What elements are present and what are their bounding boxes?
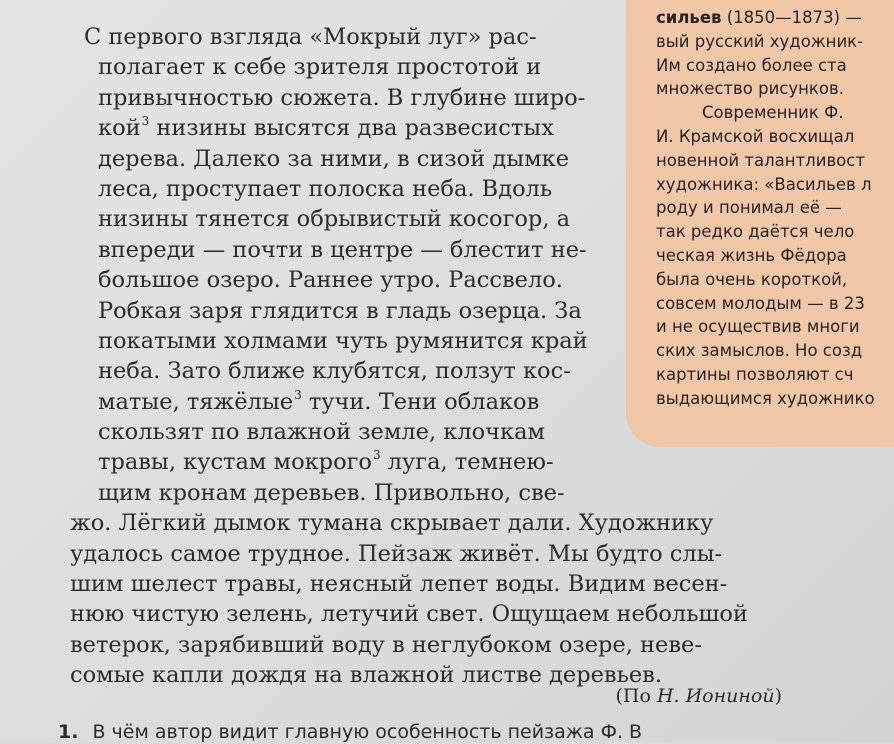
text-line: леса, проступает полоска неба. Вдоль	[98, 175, 553, 202]
footnote-marker: 3	[294, 387, 302, 402]
sidebar-line: была очень короткой,	[656, 269, 848, 289]
sidebar-line: Им создано более ста	[656, 55, 847, 75]
text-line: дерева. Далеко за ними, в сизой дымке	[98, 145, 570, 172]
sidebar-line: картины позволяют сч	[656, 364, 854, 384]
text-line: травы, кустам мокрого$^3$ луга, темнею-	[98, 448, 554, 476]
artist-name: сильев	[656, 8, 722, 27]
text-line: ветерок, зарябивший воду в неглубоком озере, неве-	[70, 631, 702, 658]
text-line: жо. Лёгкий дымок тумана скрывает дали. Художнику	[70, 510, 714, 537]
footnote-marker: 3	[372, 448, 381, 463]
sidebar-line: Современник Ф.	[702, 103, 844, 123]
text-line: сомые капли дождя на влажной листве деревьев.	[70, 662, 662, 689]
text-line: шим шелест травы, неясный лепет воды. Видим весен-	[70, 571, 728, 598]
text-line: С первого взгляда «Мокрый луг» рас-	[84, 24, 537, 50]
sidebar-line: совсем молодым — в 23	[656, 293, 865, 313]
sidebar-line: выдающимся художнико	[656, 388, 875, 408]
sidebar-line: множество рисунков.	[656, 79, 844, 99]
footnote-marker: 3	[141, 114, 150, 129]
sidebar-line: ческая жизнь Фёдора	[656, 245, 847, 265]
text-line: привычностью сюжета. В глубине широ-	[98, 84, 586, 111]
sidebar-line: И. Крамской восхищал	[656, 126, 855, 146]
sidebar-line: так редко даётся чело	[656, 222, 855, 242]
text-line: матые, тяжёлые$^3$ тучи. Тени облаков	[98, 387, 540, 415]
text-line: низины тянется обрывистый косогор, а	[98, 206, 571, 233]
text-line: щим кронам деревьев. Привольно, све-	[98, 479, 565, 506]
sidebar-line: художника: «Васильев л	[656, 174, 872, 194]
text-line: кой$^3$ низины высятся два развесистых	[98, 114, 554, 142]
text-line: неба. Зато ближе клубятся, ползут кос-	[98, 358, 571, 385]
sidebar-line: ских замыслов. Но созд	[656, 341, 863, 361]
sidebar-line: вый русский художник-	[656, 31, 864, 51]
sidebar-line: и не осуществив многи	[656, 317, 860, 337]
text-line: покатыми холмами чуть румянится край	[98, 327, 588, 354]
question-text: В чём автор видит главную особенность пейзажа Ф. В	[92, 721, 643, 743]
question-number: 1.	[58, 721, 79, 743]
text-line: впереди — почти в центре — блестит не-	[98, 236, 587, 263]
text-line: большое озеро. Раннее утро. Рассвело.	[98, 267, 563, 294]
source-attribution: (По Н. Иониной)	[615, 685, 782, 707]
main-paragraph	[58, 22, 798, 691]
text-line: нюю чистую зелень, летучий свет. Ощущаем небольшой	[70, 601, 748, 628]
question-item	[58, 720, 642, 744]
text-line: полагает к себе зрителя простотой и	[98, 54, 542, 81]
text-line: удалось самое трудное. Пейзаж живёт. Мы будто слы-	[70, 540, 723, 567]
sidebar-line: новенной талантливост	[656, 150, 865, 170]
text-line: скользят по влажной земле, клочкам	[98, 419, 546, 446]
text-line: Робкая заря глядится в гладь озерца. За	[98, 297, 582, 324]
sidebar-line: сильев (1850—1873) —	[656, 8, 862, 27]
sidebar-line: роду и понимал её —	[656, 198, 842, 218]
source-author: Н. Иониной	[656, 685, 775, 707]
